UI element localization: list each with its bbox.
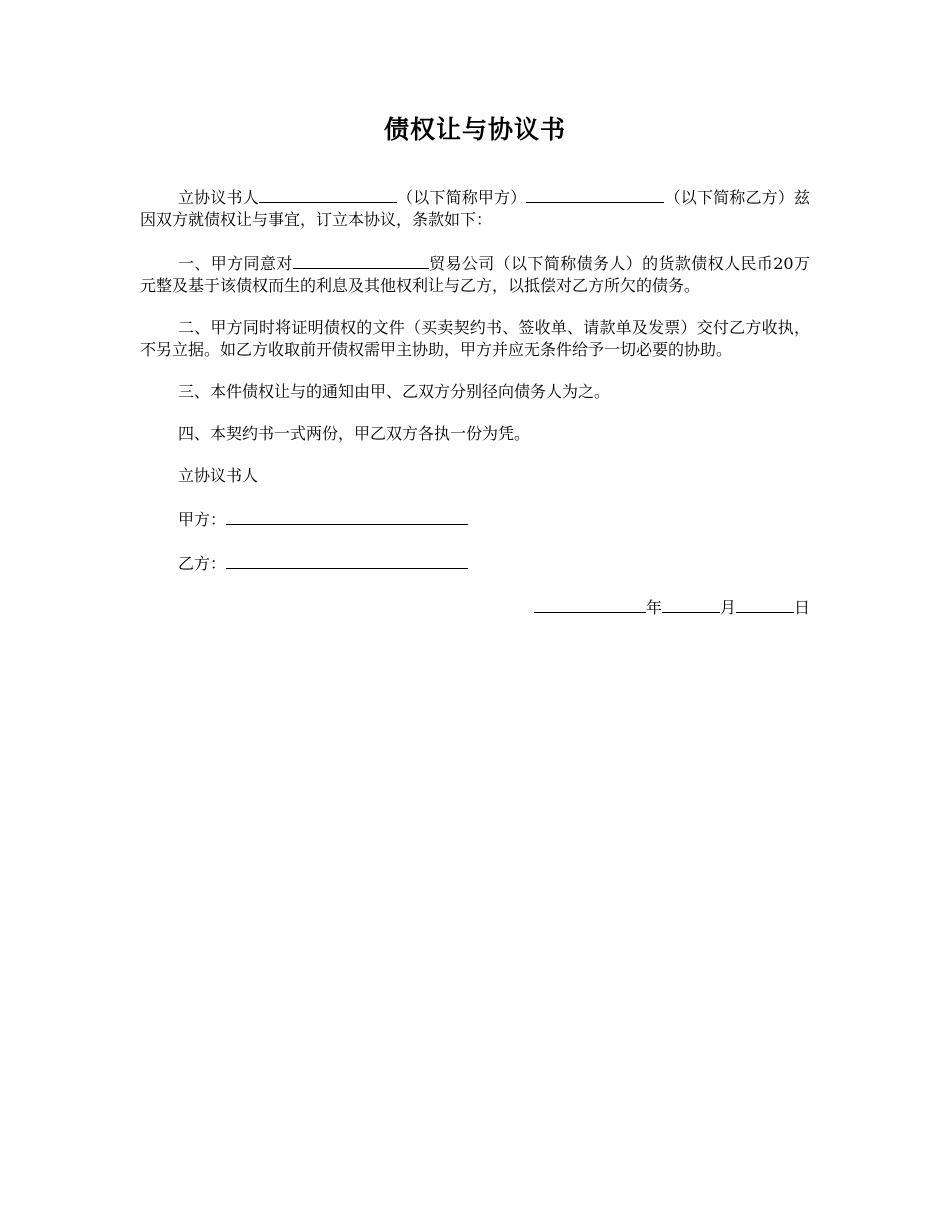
party-a-signature-blank: [226, 507, 468, 525]
clause-3: 三、本件债权让与的通知由甲、乙双方分别径向债务人为之。: [178, 382, 611, 401]
party-b-name-blank: [526, 185, 664, 203]
clause-4: 四、本契约书一式两份，甲乙双方各执一份为凭。: [178, 424, 531, 443]
party-a-name-blank: [259, 185, 397, 203]
year-label: 年: [645, 598, 662, 617]
document-body: [140, 185, 810, 635]
intro-text-3: （以下简称乙方）兹因双方就债权让与事宜，订立本协议，条款如下：: [140, 188, 810, 229]
intro-text-2: （以下简称甲方）: [396, 188, 527, 207]
year-blank: [534, 595, 646, 613]
party-b-signature-blank: [226, 551, 468, 569]
clause-1: [140, 251, 810, 297]
debtor-name-blank: [293, 251, 429, 269]
day-label: 日: [793, 598, 810, 617]
intro-text-1: 立协议书人: [178, 188, 259, 207]
intro-paragraph: [140, 185, 810, 231]
month-blank: [662, 595, 720, 613]
signatories-label: 立协议书人: [178, 466, 259, 485]
clause-1-text-1: 一、甲方同意对: [178, 254, 293, 273]
month-label: 月: [719, 598, 736, 617]
party-a-label: 甲方：: [178, 510, 227, 529]
document-title: 债权让与协议书: [383, 115, 566, 144]
party-b-signature-line: [140, 551, 810, 575]
date-line: [140, 595, 810, 619]
day-blank: [736, 595, 794, 613]
clause-1-text-2: 贸易公司（以下简称债务人）的货款债权人民币20万元整及基于该债权而生的利息及其他权利让与乙方，以抵偿对乙方所欠的债务。: [140, 254, 810, 295]
party-b-label: 乙方：: [178, 554, 227, 573]
clause-2: 二、甲方同时将证明债权的文件（买卖契约书、签收单、请款单及发票）交付乙方收执，不另立据。如乙方收取前开债权需甲主协助，甲方并应无条件给予一切必要的协助。: [140, 318, 810, 359]
party-a-signature-line: [140, 507, 810, 531]
